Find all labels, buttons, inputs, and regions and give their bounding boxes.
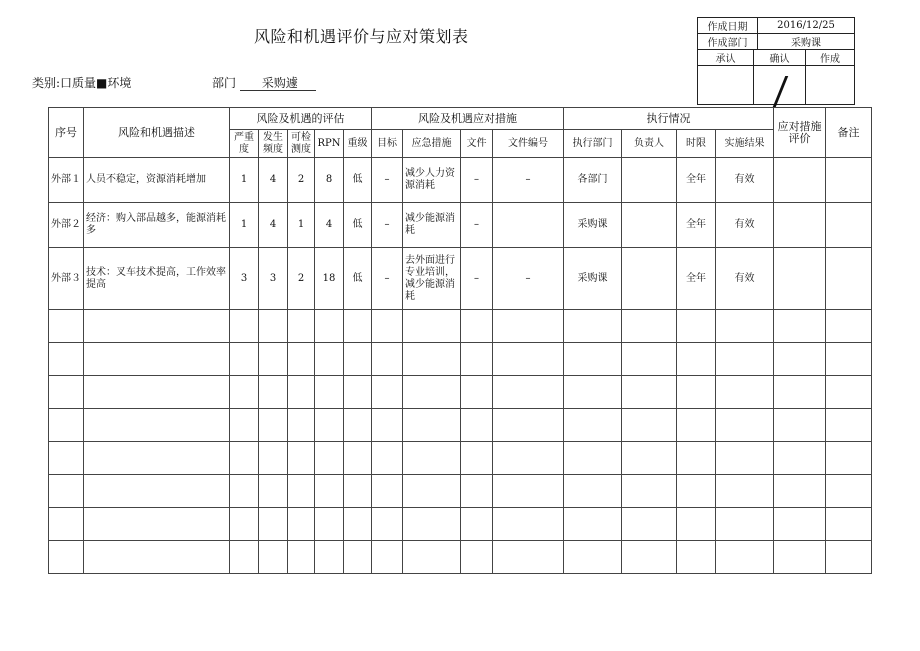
- cell-level: 低: [344, 248, 372, 310]
- cell-severity: 1: [230, 203, 259, 248]
- empty-cell: [564, 376, 622, 409]
- cell-remark: [826, 203, 872, 248]
- header-target: 目标: [372, 130, 403, 158]
- category-field: [32, 74, 131, 91]
- header-severity: 严重度: [230, 130, 259, 158]
- empty-cell: [315, 376, 344, 409]
- empty-cell: [259, 343, 288, 376]
- empty-cell: [315, 343, 344, 376]
- cell-result: 有效: [716, 248, 774, 310]
- empty-cell: [259, 409, 288, 442]
- empty-cell: [564, 541, 622, 574]
- empty-cell: [774, 376, 826, 409]
- table-row: [49, 248, 872, 310]
- empty-cell: [677, 409, 716, 442]
- empty-cell: [826, 541, 872, 574]
- empty-cell: [49, 409, 84, 442]
- author-header: 作成: [820, 54, 840, 65]
- empty-cell: [677, 343, 716, 376]
- empty-row: [49, 508, 872, 541]
- empty-cell: [461, 343, 493, 376]
- empty-cell: [259, 310, 288, 343]
- empty-cell: [288, 475, 315, 508]
- empty-cell: [372, 442, 403, 475]
- empty-cell: [372, 310, 403, 343]
- cell-target: –: [372, 248, 403, 310]
- cell-desc: 技术：叉车技术提高，工作效率提高: [84, 248, 230, 310]
- empty-cell: [826, 508, 872, 541]
- empty-cell: [564, 310, 622, 343]
- empty-cell: [315, 475, 344, 508]
- empty-cell: [622, 343, 677, 376]
- empty-cell: [344, 409, 372, 442]
- header-exec-dept: 执行部门: [564, 130, 622, 158]
- cell-evaluation: [774, 248, 826, 310]
- empty-cell: [564, 475, 622, 508]
- empty-cell: [230, 442, 259, 475]
- empty-cell: [493, 442, 564, 475]
- empty-row: [49, 409, 872, 442]
- table-row: [49, 203, 872, 248]
- empty-cell: [372, 376, 403, 409]
- empty-cell: [403, 409, 461, 442]
- empty-cell: [49, 442, 84, 475]
- header-remark: 备注: [826, 108, 872, 158]
- empty-cell: [493, 541, 564, 574]
- dept-label: 作成部门: [707, 38, 748, 49]
- empty-cell: [826, 310, 872, 343]
- empty-cell: [826, 343, 872, 376]
- empty-cell: [826, 442, 872, 475]
- cell-occurrence: 3: [259, 248, 288, 310]
- empty-cell: [288, 541, 315, 574]
- empty-cell: [372, 541, 403, 574]
- empty-cell: [259, 376, 288, 409]
- empty-cell: [774, 343, 826, 376]
- empty-cell: [259, 475, 288, 508]
- empty-row: [49, 376, 872, 409]
- confirm-header: 确认: [769, 54, 790, 65]
- empty-row: [49, 475, 872, 508]
- empty-cell: [826, 475, 872, 508]
- cell-evaluation: [774, 203, 826, 248]
- empty-cell: [372, 475, 403, 508]
- empty-cell: [677, 541, 716, 574]
- cell-file-no: –: [493, 248, 564, 310]
- empty-cell: [230, 343, 259, 376]
- empty-cell: [493, 409, 564, 442]
- empty-cell: [84, 541, 230, 574]
- empty-cell: [403, 541, 461, 574]
- empty-cell: [461, 541, 493, 574]
- cell-emergency: 减少能源消耗: [403, 203, 461, 248]
- empty-cell: [403, 442, 461, 475]
- header-eval-group: 风险及机遇的评估: [230, 108, 372, 130]
- header-occurrence: 发生频度: [259, 130, 288, 158]
- cell-file: –: [461, 203, 493, 248]
- empty-cell: [344, 376, 372, 409]
- empty-cell: [774, 475, 826, 508]
- header-seq: 序号: [49, 108, 84, 158]
- cell-file-no: [493, 203, 564, 248]
- empty-cell: [49, 310, 84, 343]
- empty-cell: [403, 310, 461, 343]
- empty-cell: [84, 310, 230, 343]
- cell-exec-dept: 采购课: [564, 248, 622, 310]
- empty-cell: [622, 475, 677, 508]
- empty-cell: [716, 541, 774, 574]
- empty-cell: [403, 376, 461, 409]
- risk-table: [48, 107, 872, 574]
- header-evaluation: 应对措施评价: [774, 108, 826, 158]
- header-level: 重级: [344, 130, 372, 158]
- cell-desc: 经济：购入部品越多，能源消耗多: [84, 203, 230, 248]
- cell-deadline: 全年: [677, 248, 716, 310]
- empty-cell: [564, 442, 622, 475]
- empty-cell: [259, 541, 288, 574]
- empty-cell: [315, 409, 344, 442]
- empty-cell: [716, 376, 774, 409]
- cell-emergency: 减少人力资源消耗: [403, 158, 461, 203]
- empty-cell: [344, 442, 372, 475]
- empty-cell: [288, 310, 315, 343]
- empty-cell: [716, 508, 774, 541]
- empty-cell: [259, 442, 288, 475]
- empty-cell: [622, 409, 677, 442]
- empty-cell: [344, 310, 372, 343]
- cell-owner: [622, 248, 677, 310]
- cell-detection: 2: [288, 248, 315, 310]
- empty-cell: [372, 343, 403, 376]
- cell-seq: 外部２: [49, 203, 84, 248]
- empty-cell: [84, 409, 230, 442]
- empty-cell: [288, 409, 315, 442]
- empty-cell: [774, 310, 826, 343]
- empty-cell: [461, 442, 493, 475]
- cell-desc: 人员不稳定，资源消耗增加: [84, 158, 230, 203]
- cell-owner: [622, 203, 677, 248]
- empty-cell: [461, 310, 493, 343]
- cell-remark: [826, 158, 872, 203]
- empty-cell: [774, 442, 826, 475]
- empty-cell: [344, 508, 372, 541]
- empty-cell: [716, 310, 774, 343]
- empty-cell: [288, 442, 315, 475]
- header-emergency: 应急措施: [403, 130, 461, 158]
- cell-evaluation: [774, 158, 826, 203]
- cell-severity: 3: [230, 248, 259, 310]
- cell-target: –: [372, 203, 403, 248]
- cell-rpn: 18: [315, 248, 344, 310]
- empty-cell: [372, 409, 403, 442]
- empty-cell: [622, 508, 677, 541]
- empty-cell: [716, 343, 774, 376]
- empty-cell: [344, 541, 372, 574]
- date-label: 作成日期: [707, 22, 748, 33]
- approve-header: 承认: [715, 54, 736, 65]
- empty-cell: [259, 508, 288, 541]
- empty-cell: [84, 442, 230, 475]
- department-field: [212, 74, 316, 91]
- empty-cell: [564, 409, 622, 442]
- empty-cell: [716, 442, 774, 475]
- empty-cell: [774, 508, 826, 541]
- empty-cell: [564, 508, 622, 541]
- cell-owner: [622, 158, 677, 203]
- empty-cell: [84, 376, 230, 409]
- empty-cell: [493, 343, 564, 376]
- empty-cell: [49, 343, 84, 376]
- empty-cell: [403, 508, 461, 541]
- empty-cell: [49, 376, 84, 409]
- empty-cell: [230, 376, 259, 409]
- empty-row: [49, 310, 872, 343]
- empty-cell: [49, 475, 84, 508]
- cell-deadline: 全年: [677, 203, 716, 248]
- empty-cell: [344, 343, 372, 376]
- cell-severity: 1: [230, 158, 259, 203]
- cell-rpn: 4: [315, 203, 344, 248]
- empty-cell: [493, 475, 564, 508]
- empty-cell: [230, 409, 259, 442]
- empty-cell: [774, 409, 826, 442]
- cell-emergency: 去外面进行专业培训，减少能源消耗: [403, 248, 461, 310]
- table-row: [49, 158, 872, 203]
- header-file-no: 文件编号: [493, 130, 564, 158]
- empty-cell: [344, 475, 372, 508]
- empty-cell: [677, 475, 716, 508]
- empty-cell: [288, 343, 315, 376]
- cell-result: 有效: [716, 203, 774, 248]
- empty-cell: [288, 376, 315, 409]
- empty-cell: [826, 376, 872, 409]
- cell-exec-dept: 各部门: [564, 158, 622, 203]
- header-detection: 可检测度: [288, 130, 315, 158]
- empty-cell: [493, 508, 564, 541]
- empty-cell: [622, 442, 677, 475]
- category-label: 类别:: [32, 76, 61, 90]
- empty-cell: [461, 508, 493, 541]
- header-result: 实施结果: [716, 130, 774, 158]
- empty-cell: [493, 376, 564, 409]
- form-title: 风险和机遇评价与应对策划表: [254, 27, 469, 46]
- empty-cell: [230, 508, 259, 541]
- cell-deadline: 全年: [677, 158, 716, 203]
- approval-box: [697, 17, 855, 105]
- cell-occurrence: 4: [259, 158, 288, 203]
- empty-cell: [230, 475, 259, 508]
- empty-cell: [493, 310, 564, 343]
- header-measure-group: 风险及机遇应对措施: [372, 108, 564, 130]
- cell-file: –: [461, 248, 493, 310]
- empty-cell: [564, 343, 622, 376]
- cell-detection: 2: [288, 158, 315, 203]
- cell-level: 低: [344, 158, 372, 203]
- header-deadline: 时限: [677, 130, 716, 158]
- dept-value: 采购课: [791, 38, 821, 49]
- date-value: 2016/12/25: [777, 20, 835, 31]
- empty-cell: [84, 475, 230, 508]
- header-file: 文件: [461, 130, 493, 158]
- empty-cell: [49, 541, 84, 574]
- cell-rpn: 8: [315, 158, 344, 203]
- department-value: 采购遽: [240, 76, 316, 91]
- empty-cell: [288, 508, 315, 541]
- cell-remark: [826, 248, 872, 310]
- empty-cell: [461, 376, 493, 409]
- empty-row: [49, 442, 872, 475]
- empty-cell: [716, 475, 774, 508]
- empty-cell: [403, 475, 461, 508]
- empty-cell: [622, 376, 677, 409]
- cell-detection: 1: [288, 203, 315, 248]
- header-owner: 负责人: [622, 130, 677, 158]
- cell-seq: 外部１: [49, 158, 84, 203]
- empty-cell: [315, 442, 344, 475]
- empty-cell: [315, 508, 344, 541]
- empty-row: [49, 541, 872, 574]
- empty-cell: [403, 343, 461, 376]
- empty-cell: [622, 541, 677, 574]
- cell-seq: 外部３: [49, 248, 84, 310]
- empty-cell: [677, 310, 716, 343]
- empty-cell: [826, 409, 872, 442]
- empty-cell: [622, 310, 677, 343]
- empty-cell: [230, 541, 259, 574]
- category-value: 口质量■环境: [60, 76, 132, 90]
- empty-cell: [49, 508, 84, 541]
- empty-cell: [677, 508, 716, 541]
- header-exec-group: 执行情况: [564, 108, 774, 130]
- cell-exec-dept: 采购课: [564, 203, 622, 248]
- empty-cell: [716, 409, 774, 442]
- cell-level: 低: [344, 203, 372, 248]
- empty-cell: [677, 442, 716, 475]
- header-rpn: RPN: [315, 130, 344, 158]
- cell-file-no: –: [493, 158, 564, 203]
- cell-target: –: [372, 158, 403, 203]
- empty-cell: [84, 508, 230, 541]
- department-label: 部门: [212, 76, 237, 90]
- cell-result: 有效: [716, 158, 774, 203]
- empty-cell: [84, 343, 230, 376]
- empty-cell: [230, 310, 259, 343]
- header-desc: 风险和机遇描述: [84, 108, 230, 158]
- empty-cell: [461, 475, 493, 508]
- empty-cell: [372, 508, 403, 541]
- empty-cell: [315, 310, 344, 343]
- cell-occurrence: 4: [259, 203, 288, 248]
- cell-file: –: [461, 158, 493, 203]
- empty-row: [49, 343, 872, 376]
- empty-cell: [461, 409, 493, 442]
- empty-cell: [677, 376, 716, 409]
- empty-cell: [774, 541, 826, 574]
- empty-cell: [315, 541, 344, 574]
